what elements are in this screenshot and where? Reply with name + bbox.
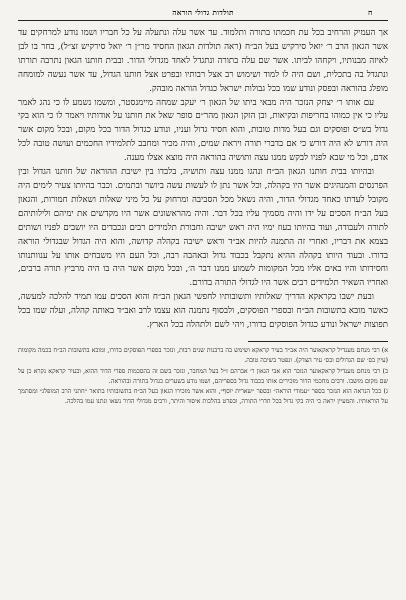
footnote: ב) רבי מנחם מענדיל קראקאוער הנזכר הוא אבי הגאון ר׳ אברהם ז״ל בעל המחבר, ונזכר בשם זה בהסכמות ספרי הדור ההוא, ובעיר קראקא נקרא כן על שם מקום מושבו. ורבים מחכמי הדור מזכירים אותו בכבוד גדול בספריהם, ושמו נודע בשערים כגדול בתורה ובהוראה. (18, 367, 388, 385)
footnotes (18, 346, 388, 408)
main-text (18, 27, 388, 333)
running-header (18, 6, 388, 18)
footnote-divider (248, 341, 388, 342)
footnote: ג) ככל הנראה הוא הנזכר בספר ״עמודי הוראה״ ובספר ״שארית יוסף״, והוא אשר מזכירו הגאון בעל הב״ח בתשובותיו בתואר ״חתני הרב המופלג״ ומסתמך על הוראותיו. והמעיין יראה כי היה בקי גדול בכל חדרי התורה, ובפרט בהלכות איסור והיתר, ורבים מגדולי הדור נשאו ונתנו עמו בהלכה. (18, 388, 388, 406)
page-number: ח (368, 7, 373, 17)
running-title: תולדות גדולי הוראה (172, 7, 234, 17)
paragraph: אך העמיק והרחיב בכל עת חכמתו בתורה ותלמוד. עד אשר עלה ונתעלה על כל חבריו ושמו נודע למרחקים עד אשר הגאון הרב ר׳ יואל סירקיש בעל הב״ח (ראה תולדות הגאון החסיד מר״ן ר׳ יואל סירקיש זצ״ל), בחר בו לבן לאיזה מבנותיו, ויקחהו לביתו. אשר שם עלה בתורה ונתגדל לאחד מגדולי הדור. ובבית חותנו הגאון נתרבה תורתו ונתגדל בה בתכלית, ושם היה לו למוד ושימוש רב אצל רבותיו ובפרט אצל חותנו הגדול, עד אשר נעשה למומחה מופלג בהוראה ובפסק ונודע שמו בכל גבולות ישראל כגדול הוראה מובהק. (18, 28, 388, 94)
footnote: א) רבי מנחם מענדיל קראקאוער היה אב״ד בעיר קראקא ושימש בה ברבנות שנים רבות, ונזכר בספרי הפוסקים בדורו, ומובא בתשובות הב״ח בכמה מקומות (עיין בס׳ שם הגדולים ובס׳ עיר הצדק). ונפטר בשיבה טובה. (18, 346, 388, 365)
header-divider (18, 20, 388, 21)
paragraph: עם אותו ר׳ יצחק הנזכר היה מבאי ביתו של הגאון ר׳ יעקב שמחה מיימנסטר, ומשמו נשמע לו כי נהג לאמר עליו כי אין כמוהו בחריפות ובקיאות, ובן הזקן הגאון מהר״ם סופר שאל את חותנו על אודותיו ויאמר לו כי הוא בקי גדול בש״ס ופוסקים וגם בעל מדות טובות, והוא חסיד גדול ועניו, ונודע כגדול הדור בכל מקום, ובכל מקום אשר היה דורש לא היה דורש כי אם בדברי תורה ויראת שמים, והיה מכיר ומחבב לתלמידיו החכמים ועושה טובה לכל אדם, וכל מי שבא לפניו לבקש ממנו עצה ותושיה בהוראה היה מוצא אצלו מענה. (18, 97, 388, 164)
paragraph: ובעת ישבו בקראקא הדריך שאלותיו ותשובותיו לחפשי הגאון הב״ח והוא הסכים עמו תמיד להלכה למעשה, כאשר מובא בתשובות הב״ח ובספרי הפוסקים, ולבסוף נתמנה הוא עצמו לרב ואב״ד באותה קהלה, ועלה שמו בכל תפוצות ישראל ונודע כגדול הפוסקים בדורו, ויהי לשם ולתהלה בכל הארץ. (18, 292, 388, 331)
paragraph: ובהיותו בבית חותנו הגאון הב״ח ונהגו ממנו עצה ותושיה, בלבדו בין ישיבת ההוראה של חותנו הגדול ובין הפרנסים והמנהיגים אשר היו בקהלה, וכל אשר נתן לו לעשות עשה ביושר ובתמים. וכבר בהיותו צעיר לימים היה מקובל לעדתו כאחד מגדולי הדור, והיה נשאל מכל הסביבה ומרחוק על כל מיני שאלות ושאלות חמורות, והגאון בעל הב״ח הסכים על ידו והיה מסמיך עליו בכל דבר. והיה מהראשונים אשר היו מקדשים את ימיהם ולילותיהם לתורה ולעבודה, ועוד בהיותו בעוז ימיו היה ראש ישיבה וחבורת תלמידים רבים ונכבדים היו יושבים לפניו ושותים בצמא את דבריו, ואחרי זה התמנה להיות אב״ד וראש ישיבה בקהלה קדושה, והוא היה הגדול שבגדולי הוראה בדורו. ובעוד היותו בקהלה ההיא נתקבל בכבוד גדול ובאהבה רבה, וכל העם היו משבחים אותו על ענוותנותו וחסידותו והיו באים אליו מכל המקומות לשמוע ממנו דבר ה׳, ובכל מקום אשר היה בו היה מרביץ תורה ברבים, ואחריו השאיר תלמידים רבים אשר היו לגדולי התורה בדורם. (18, 167, 388, 289)
